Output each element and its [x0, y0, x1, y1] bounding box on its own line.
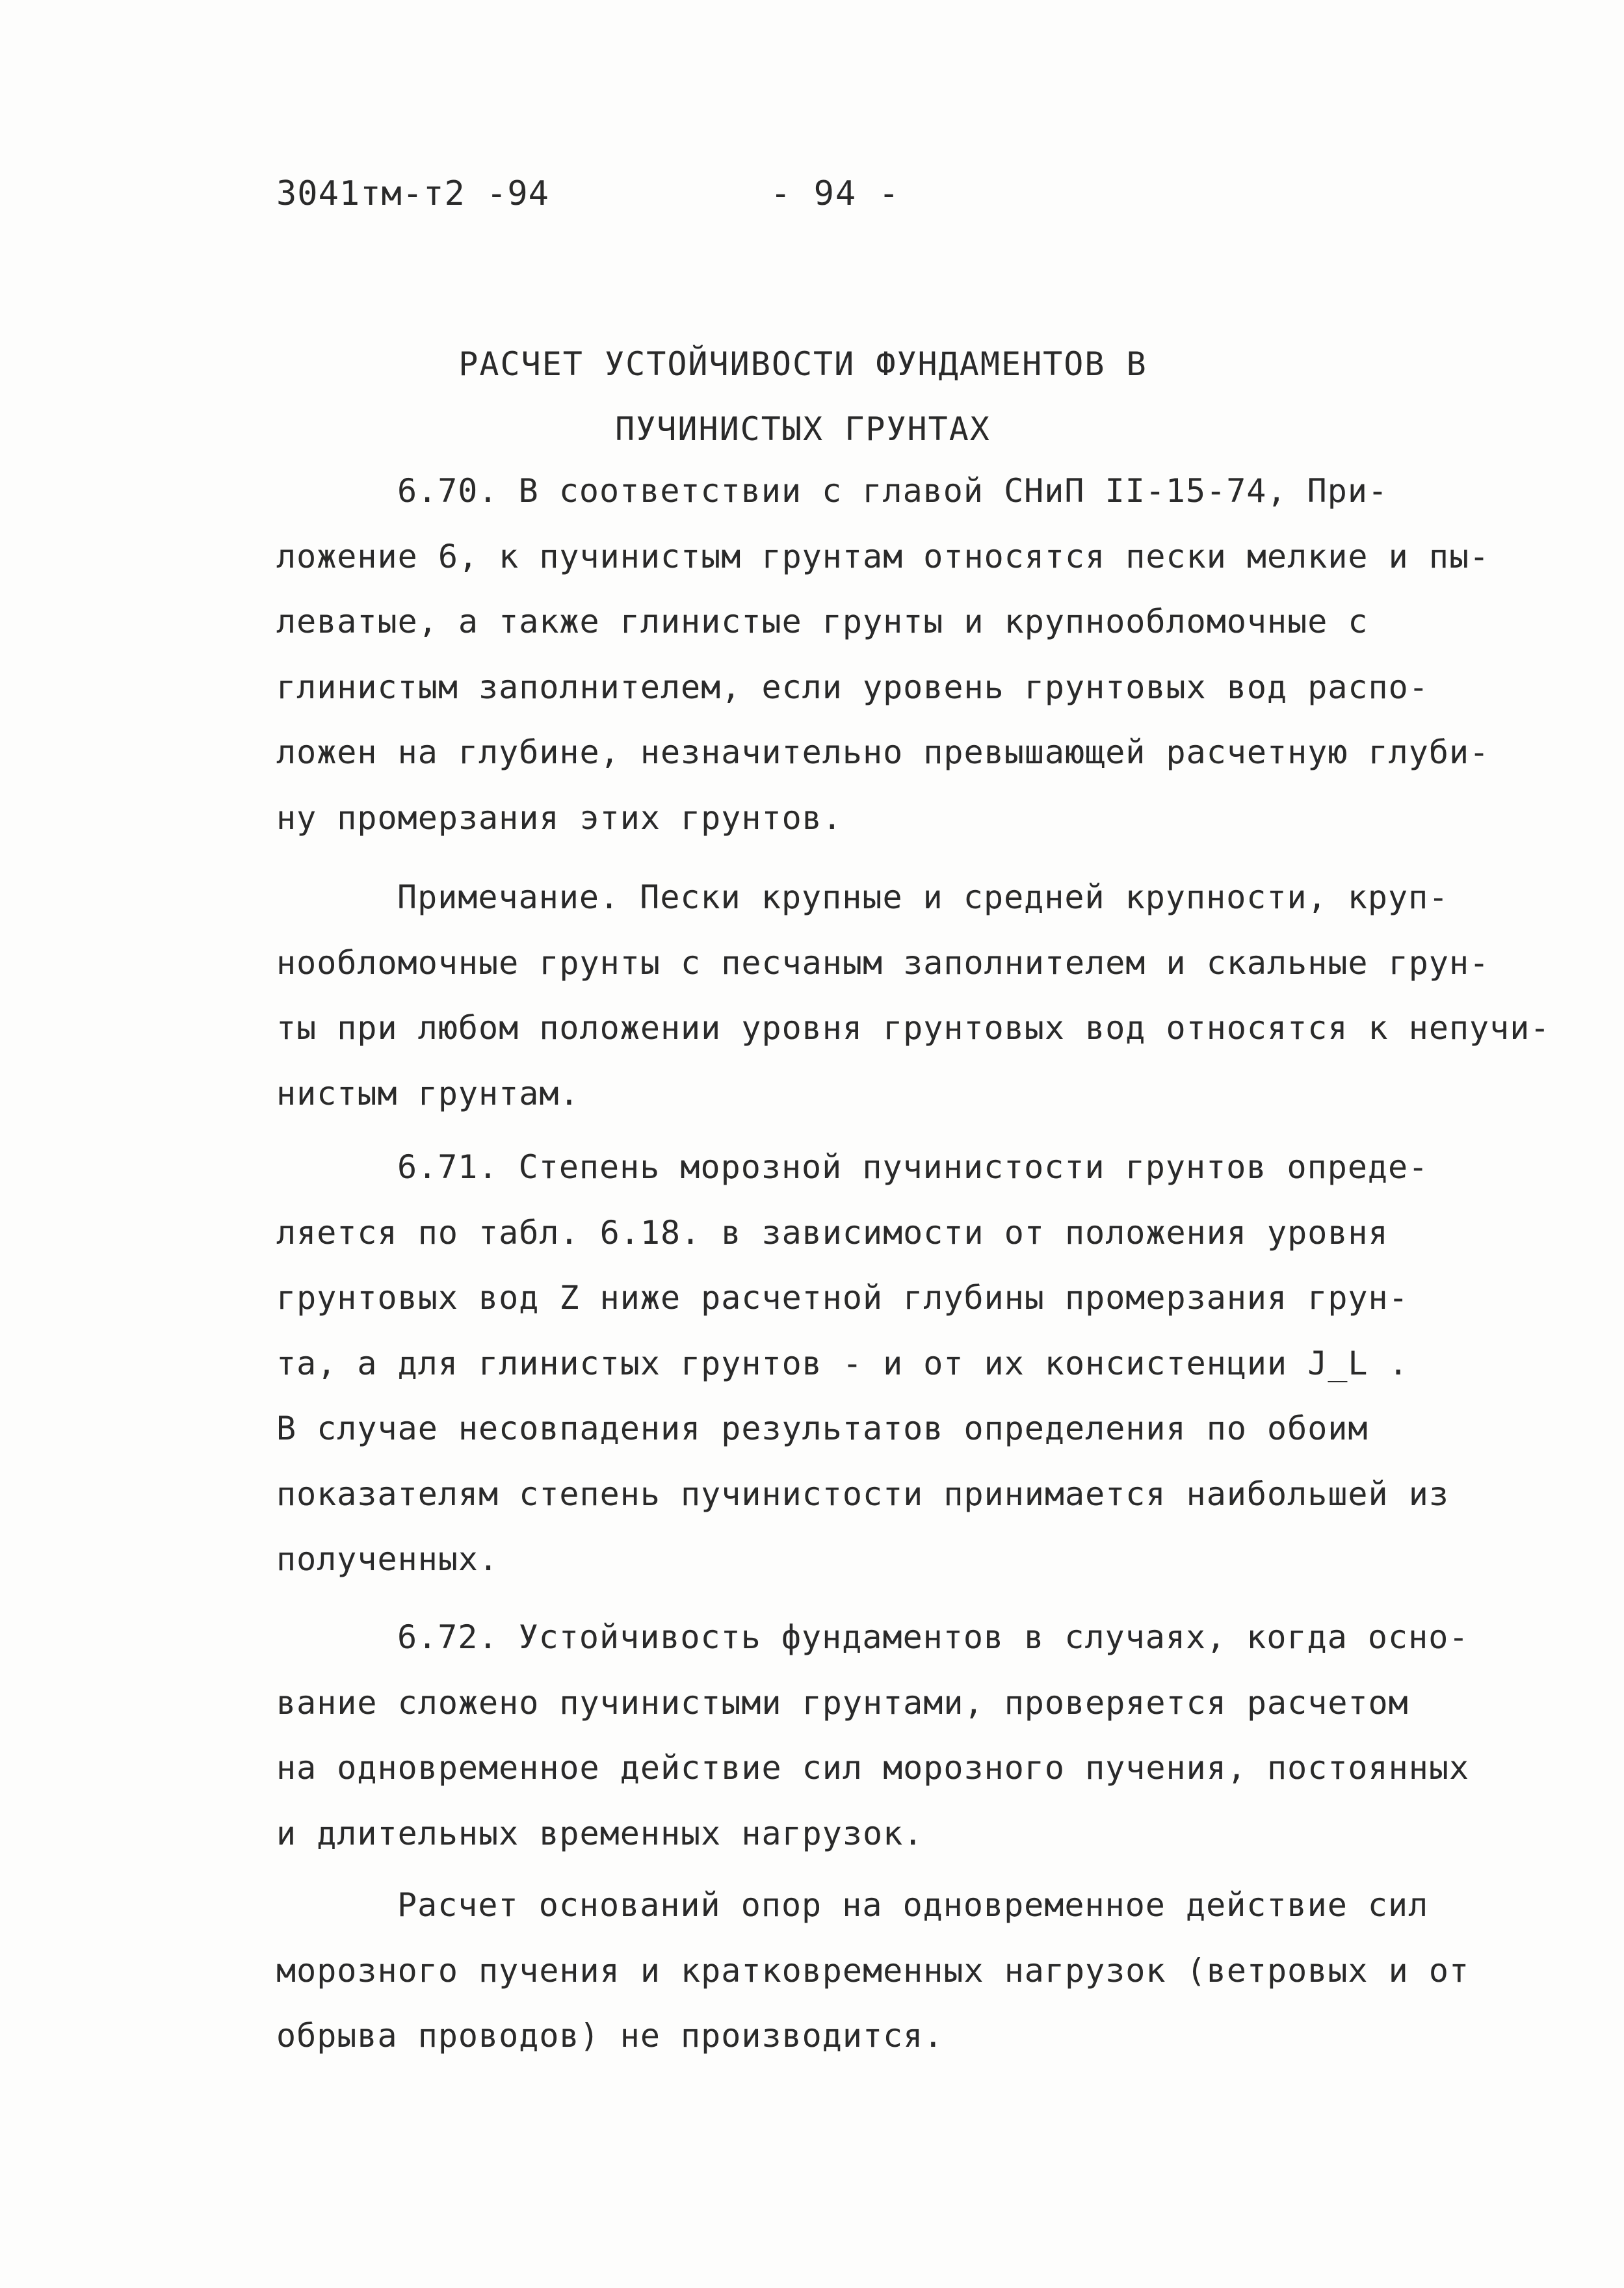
- document-code: 3041тм-т2 -94: [276, 174, 549, 213]
- text-line: Расчет оснований опор на одновременное действие сил: [397, 1886, 1429, 1924]
- text-line: ну промерзания этих грунтов.: [276, 798, 843, 837]
- text-line: показателям степень пучинистости принимается наибольшей из: [276, 1475, 1449, 1513]
- text-line: нистым грунтам.: [276, 1074, 580, 1112]
- text-line: леватые, а также глинистые грунты и крупнообломочные с: [276, 603, 1369, 640]
- text-line: ложение 6, к пучинистым грунтам относятся пески мелкие и пы-: [276, 537, 1490, 575]
- text-line: вание сложено пучинистыми грунтами, проверяется расчетом: [276, 1683, 1409, 1722]
- paragraph-6-72: [276, 1605, 1512, 1866]
- text-line: нообломочные грунты с песчаным заполнителем и скальные грун-: [276, 943, 1490, 982]
- text-line: обрыва проводов) не производится.: [276, 2017, 944, 2055]
- text-line: ляется по табл. 6.18. в зависимости от положения уровня: [276, 1213, 1389, 1252]
- text-line: та, а для глинистых грунтов - и от их консистенции J_L .: [276, 1344, 1409, 1382]
- text-line: грунтовых вод Z ниже расчетной глубины промерзания грун-: [276, 1279, 1409, 1317]
- paragraph-6-70: [276, 458, 1512, 850]
- calculation-paragraph: [276, 1873, 1512, 2069]
- section-title-line-2: ПУЧИНИСТЫХ ГРУНТАХ: [615, 410, 991, 448]
- text-line: полученных.: [276, 1540, 499, 1578]
- text-line: ты при любом положении уровня грунтовых вод относятся к непучи-: [276, 1009, 1551, 1047]
- section-title: [276, 332, 1329, 462]
- page-number: - 94 -: [770, 174, 900, 213]
- text-line: на одновременное действие сил морозного пучения, постоянных: [276, 1749, 1470, 1787]
- note-paragraph: [276, 865, 1551, 1126]
- section-title-line-1: РАСЧЕТ УСТОЙЧИВОСТИ ФУНДАМЕНТОВ В: [458, 345, 1147, 383]
- text-line: глинистым заполнителем, если уровень грунтовых вод распо-: [276, 668, 1429, 706]
- text-line: Примечание. Пески крупные и средней крупности, круп-: [397, 878, 1449, 916]
- text-line: и длительных временных нагрузок.: [276, 1814, 924, 1852]
- text-line: В случае несовпадения результатов определения по обоим: [276, 1410, 1369, 1447]
- text-line: морозного пучения и кратковременных нагрузок (ветровых и от: [276, 1951, 1470, 1990]
- text-line: ложен на глубине, незначительно превышающей расчетную глуби-: [276, 733, 1490, 771]
- text-line: 6.70. В соответствии с главой СНиП II-15-74, При-: [397, 472, 1389, 510]
- text-line: 6.71. Степень морозной пучинистости грунтов опреде-: [397, 1148, 1429, 1186]
- text-line: 6.72. Устойчивость фундаментов в случаях, когда осно-: [397, 1618, 1469, 1656]
- paragraph-6-71: [276, 1135, 1512, 1592]
